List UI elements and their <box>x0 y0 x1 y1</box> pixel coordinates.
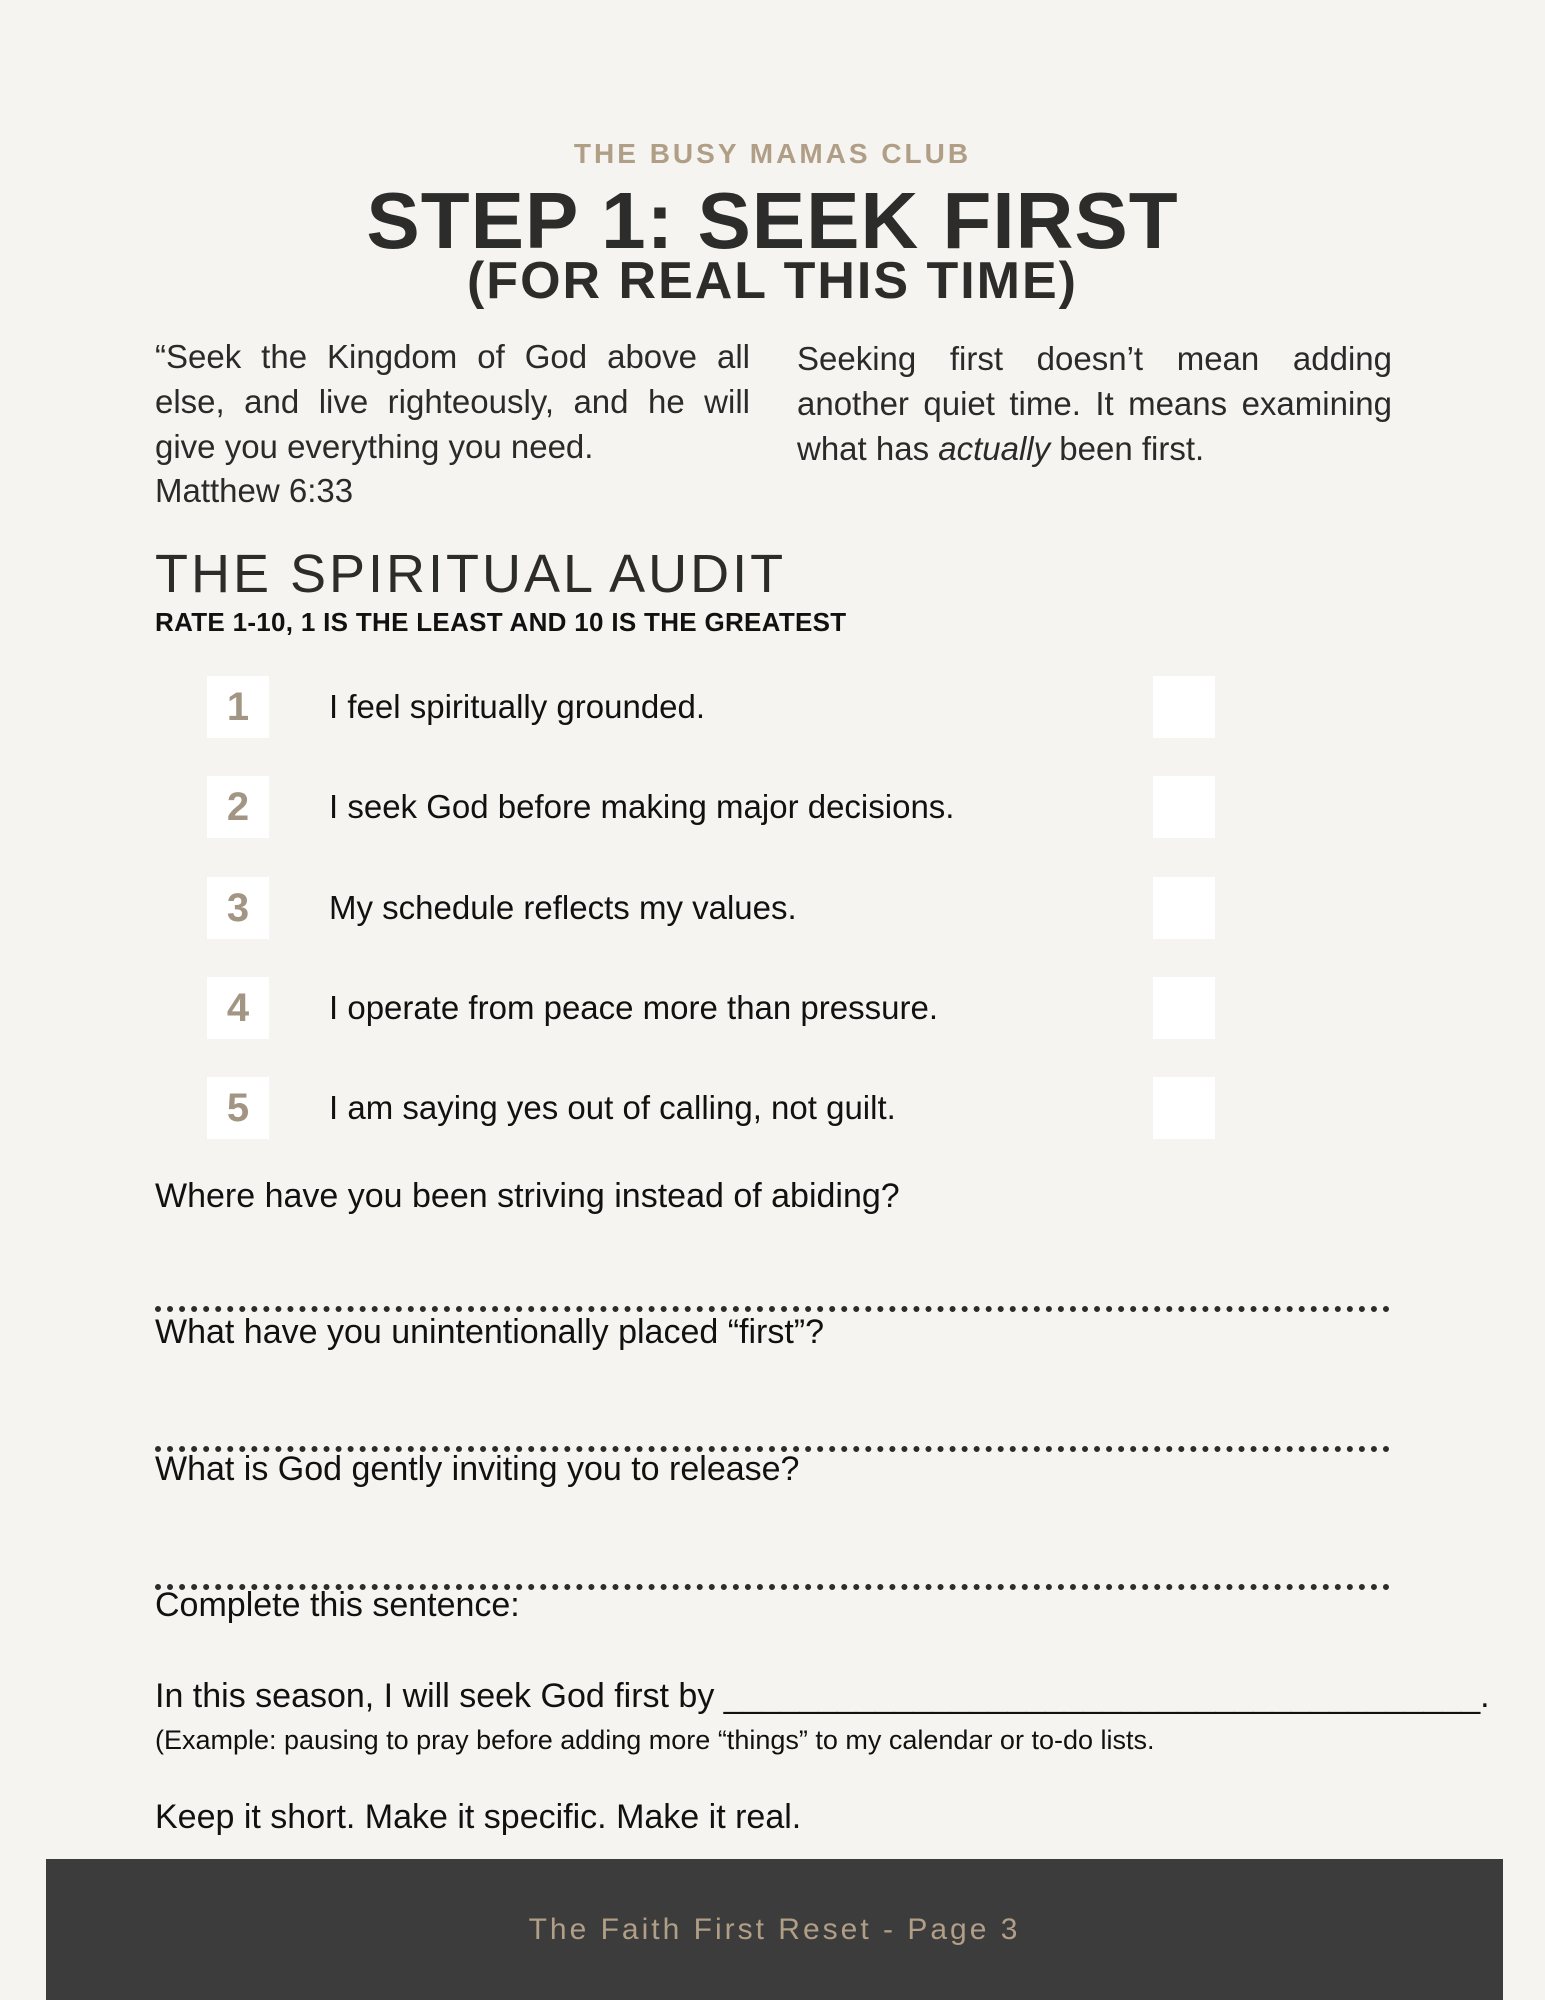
item-number: 1 <box>207 676 269 738</box>
item-statement: My schedule reflects my values. <box>329 889 797 926</box>
completion-sentence[interactable]: In this season, I will seek God first by ________________________________________. <box>155 1677 1490 1715</box>
item-statement: I seek God before making major decisions. <box>329 788 955 825</box>
rating-input-box[interactable] <box>1153 877 1215 939</box>
item-number: 5 <box>207 1077 269 1139</box>
rating-input-box[interactable] <box>1153 977 1215 1039</box>
audit-row <box>0 776 1545 838</box>
item-statement: I am saying yes out of calling, not guilt. <box>329 1089 896 1126</box>
intro-text-end: been first. <box>1050 430 1205 467</box>
page-subtitle: (FOR REAL THIS TIME) <box>466 252 1078 310</box>
brand-name: THE BUSY MAMAS CLUB <box>573 138 972 169</box>
intro-paragraph <box>797 336 1392 471</box>
section-title: THE SPIRITUAL AUDIT <box>155 544 787 604</box>
footer-text: The Faith First Reset - Page 3 <box>528 1912 1021 1946</box>
audit-row <box>0 877 1545 939</box>
rating-instruction: RATE 1-10, 1 IS THE LEAST AND 10 IS THE GREATEST <box>155 607 847 637</box>
reflection-question: Where have you been striving instead of abiding? <box>155 1177 900 1215</box>
intro-emphasis: actually <box>938 430 1051 467</box>
page-title: STEP 1: SEEK FIRST <box>366 176 1179 265</box>
closing-note: Keep it short. Make it specific. Make it real. <box>155 1798 802 1836</box>
rating-input-box[interactable] <box>1153 676 1215 738</box>
reflection-question: What have you unintentionally placed “first”? <box>155 1313 825 1351</box>
completion-example: (Example: pausing to pray before adding more “things” to my calendar or to-do lists. <box>155 1725 1155 1755</box>
answer-line[interactable] <box>155 1306 1390 1312</box>
audit-row <box>0 676 1545 738</box>
item-statement: I feel spiritually grounded. <box>329 688 706 725</box>
completion-prompt: Complete this sentence: <box>155 1586 520 1624</box>
intro-text-start: Seeking first doesn’t mean adding another quiet time. It means examining what has <box>797 340 1392 467</box>
scripture-citation: Matthew 6:33 <box>155 472 354 509</box>
audit-row <box>0 1077 1545 1139</box>
footer-bar <box>46 1859 1503 2000</box>
rating-input-box[interactable] <box>1153 776 1215 838</box>
scripture-quote: “Seek the Kingdom of God above all else, and live righteously, and he will give you everything you need. <box>155 338 750 465</box>
rating-input-box[interactable] <box>1153 1077 1215 1139</box>
item-number: 2 <box>207 776 269 838</box>
reflection-question: What is God gently inviting you to release? <box>155 1450 800 1488</box>
item-number: 3 <box>207 877 269 939</box>
item-statement: I operate from peace more than pressure. <box>329 989 938 1026</box>
audit-row <box>0 977 1545 1039</box>
item-number: 4 <box>207 977 269 1039</box>
